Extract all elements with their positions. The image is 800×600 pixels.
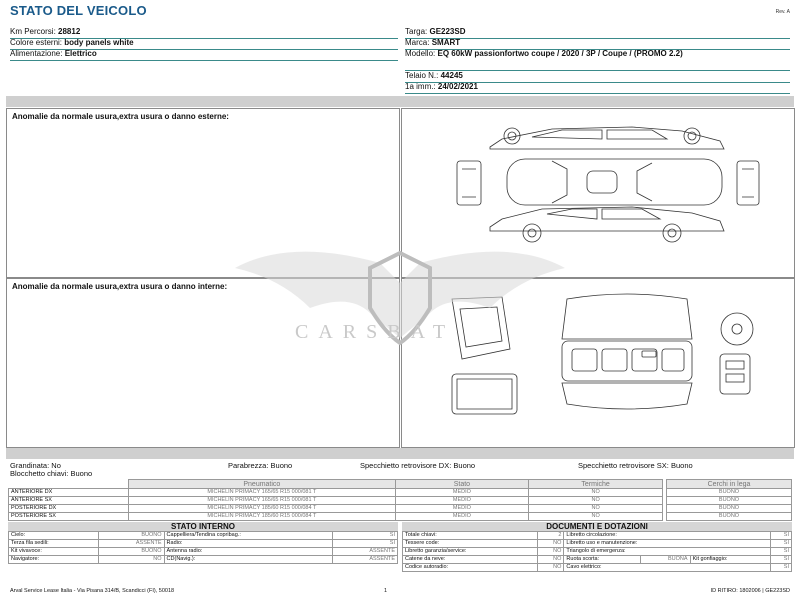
table-row: ANTERIORE DX MICHELIN PRIMACY 165/65 R15 000/081 T MEDIO NO (9, 489, 663, 497)
fuel-row: Alimentazione: Elettrico (10, 49, 398, 61)
hail-check: Grandinata: No (10, 461, 61, 470)
mirror-dx-check: Specchietto retrovisore DX: Buono (360, 461, 476, 470)
model-row: Modello: EQ 60kW passionfortwo coupe / 2020 / 3P / Coupe / (PROMO 2.2) (405, 49, 790, 71)
model-value: EQ 60kW passionfortwo coupe / 2020 / 3P / Coupe / (PROMO 2.2) (437, 49, 683, 58)
documents-title: DOCUMENTI E DOTAZIONI (402, 522, 792, 531)
chassis-value: 44245 (440, 71, 463, 80)
chassis-row: Telaio N.: 44245 (405, 71, 790, 83)
state-header: Stato (395, 480, 529, 489)
internal-state-title: STATO INTERNO (8, 522, 398, 531)
table-row: BUONO (667, 489, 792, 497)
plate-value: GE223SD (429, 27, 466, 36)
table-row: Libretto garanzia/service: NO Triangolo di emergenza: SI (403, 548, 792, 556)
heat-header: Termiche (529, 480, 663, 489)
section-divider-2 (6, 448, 794, 459)
footer-company: Arval Service Lease Italia - Via Pisana 314/B, Scandicci (FI), 50018 (10, 588, 175, 594)
table-row: POSTERIORE SX MICHELIN PRIMACY 185/60 R15 000/084 T MEDIO NO (9, 513, 663, 521)
interior-plan-view (562, 294, 692, 409)
watermark-text: CARSBAT (295, 321, 456, 343)
brand-value: SMART (431, 38, 461, 47)
lock-check: Blocchetto chiavi: Buono (10, 469, 93, 478)
car-plan-view (457, 159, 759, 205)
revision-label: Rev. A (775, 9, 790, 15)
steering-wheel-diagram (720, 313, 753, 394)
table-row: POSTERIORE DX MICHELIN PRIMACY 185/60 R15 000/084 T MEDIO NO (9, 505, 663, 513)
watermark-logo (230, 238, 570, 363)
fuel-value: Elettrico (64, 49, 97, 58)
page-title: STATO DEL VEICOLO (10, 3, 147, 18)
color-row: Colore esterni: body panels white (10, 38, 398, 50)
brand-row: Marca: SMART (405, 38, 790, 50)
tyres-table (8, 479, 663, 521)
table-row: Kit vivavoce: BUONO Antenna radio: ASSENTE (9, 548, 398, 556)
table-row: Codice autoradio: NO Cavo elettrico: SI (403, 564, 792, 572)
color-value: body panels white (64, 38, 134, 47)
car-side-view-bottom (490, 207, 724, 242)
tyre-header: Pneumatico (129, 480, 395, 489)
internal-damage-label: Anomalie da normale usura,extra usura o danno interne: (12, 282, 228, 291)
footer-page-number: 1 (384, 588, 388, 594)
windshield-check: Parabrezza: Buono (228, 461, 293, 470)
footer-id: ID RITIRO: 1802006 | GE223SD (710, 588, 790, 594)
documents-section (402, 522, 792, 572)
km-value: 28812 (58, 27, 81, 36)
table-row: BUONO (667, 505, 792, 513)
car-side-view-top (490, 127, 724, 149)
table-row: Totale chiavi: 2 Libretto circolazione: SI (403, 532, 792, 540)
table-row: ANTERIORE SX MICHELIN PRIMACY 165/65 R15 000/081 T MEDIO NO (9, 497, 663, 505)
table-row: BUONO (667, 497, 792, 505)
km-row: Km Percorsi: 28812 (10, 27, 398, 39)
table-row: Tessere code: NO Libretto uso e manutenzione: SI (403, 540, 792, 548)
internal-state-section (8, 522, 398, 564)
external-damage-label: Anomalie da normale usura,extra usura o danno esterne: (12, 112, 229, 121)
internal-state-table (8, 531, 398, 564)
registration-row: 1a imm.: 24/02/2021 (405, 82, 790, 94)
table-row: BUONO (667, 513, 792, 521)
rims-header: Cerchi in lega (667, 480, 792, 489)
mirror-sx-check: Specchietto retrovisore SX: Buono (578, 461, 693, 470)
documents-table (402, 531, 792, 572)
rims-table (666, 479, 792, 521)
table-row: Terza fila sedili: ASSENTE Radio: SI (9, 540, 398, 548)
plate-row: Targa: GE223SD (405, 27, 790, 39)
table-row: Catene da neve: NO Ruota scorta: BUONA Kit gonfiaggio: SI (403, 556, 792, 564)
registration-value: 24/02/2021 (437, 82, 478, 91)
table-row: Navigatore: NO CD(Navig.): ASSENTE (9, 556, 398, 564)
section-divider (6, 96, 794, 107)
table-row: Cielo: BUONO Cappelliera/Tendina copribag.: SI (9, 532, 398, 540)
